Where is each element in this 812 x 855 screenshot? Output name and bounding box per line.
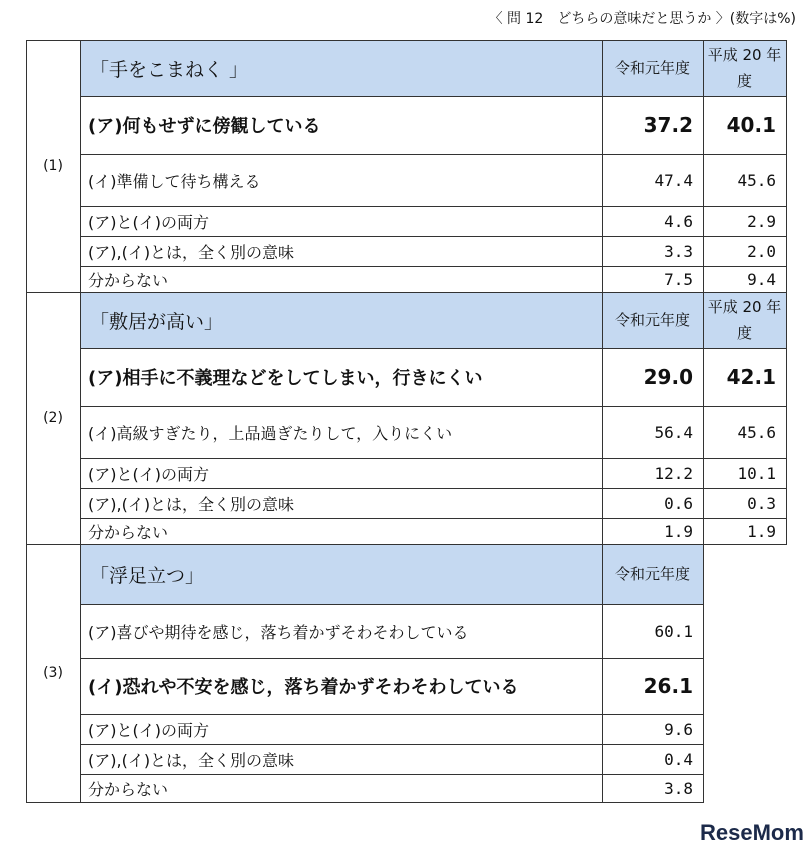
- answer-option: (ア)と(イ)の両方: [88, 212, 209, 232]
- value-heisei: 0.3: [747, 493, 776, 513]
- answer-option: (ア)と(イ)の両方: [88, 720, 209, 740]
- answer-option: (ア)喜びや期待を感じ，落ち着かずそわそわしている: [88, 622, 469, 642]
- value-reiwa: 7.5: [664, 269, 693, 289]
- answer-option: 分からない: [88, 270, 169, 290]
- value-reiwa: 56.4: [654, 422, 693, 442]
- answer-option: (ア),(イ)とは，全く別の意味: [88, 494, 295, 514]
- question-title: 「敷居が高い」: [90, 310, 224, 333]
- answer-option: (ア),(イ)とは，全く別の意味: [88, 750, 295, 770]
- question-number: (2): [43, 410, 63, 426]
- answer-option: (ア)何もせずに傍観している: [88, 116, 321, 137]
- value-heisei: 42.1: [726, 365, 776, 389]
- value-reiwa: 3.8: [664, 778, 693, 798]
- value-heisei: 45.6: [737, 170, 776, 190]
- value-reiwa: 37.2: [643, 113, 693, 137]
- value-reiwa: 0.6: [664, 493, 693, 513]
- value-heisei: 1.9: [747, 521, 776, 541]
- value-heisei: 2.9: [747, 211, 776, 231]
- value-reiwa: 3.3: [664, 241, 693, 261]
- value-heisei: 2.0: [747, 241, 776, 261]
- value-reiwa: 4.6: [664, 211, 693, 231]
- header-heisei: 平成 20 年度: [707, 46, 782, 90]
- value-reiwa: 12.2: [654, 463, 693, 483]
- answer-option: (ア),(イ)とは，全く別の意味: [88, 242, 295, 262]
- value-heisei: 45.6: [737, 422, 776, 442]
- value-heisei: 10.1: [737, 463, 776, 483]
- answer-option: 分からない: [88, 522, 169, 542]
- answer-option: 分からない: [88, 779, 169, 799]
- value-heisei: 9.4: [747, 269, 776, 289]
- answer-option: (イ)高級すぎたり，上品過ぎたりして，入りにくい: [88, 423, 453, 443]
- value-reiwa: 1.9: [664, 521, 693, 541]
- value-heisei: 40.1: [726, 113, 776, 137]
- value-reiwa: 29.0: [643, 365, 693, 389]
- answer-option: (イ)恐れや不安を感じ，落ち着かずそわそわしている: [88, 677, 519, 698]
- header-reiwa: 令和元年度: [614, 59, 690, 77]
- value-reiwa: 9.6: [664, 719, 693, 739]
- value-reiwa: 60.1: [654, 621, 693, 641]
- value-reiwa: 47.4: [654, 170, 693, 190]
- question-number: (3): [43, 665, 63, 681]
- value-reiwa: 0.4: [664, 749, 693, 769]
- answer-option: (ア)と(イ)の両方: [88, 464, 209, 484]
- question-title: 「浮足立つ」: [90, 564, 205, 587]
- header-heisei: 平成 20 年度: [707, 298, 782, 342]
- header-reiwa: 令和元年度: [614, 565, 690, 583]
- question-number: (1): [43, 158, 63, 174]
- answer-option: (ア)相手に不義理などをしてしまい，行きにくい: [88, 368, 483, 389]
- resemom-logo: ReseMom: [700, 820, 804, 845]
- header-reiwa: 令和元年度: [614, 311, 690, 329]
- answer-option: (イ)準備して待ち構える: [88, 171, 261, 191]
- value-reiwa: 26.1: [643, 674, 693, 698]
- question-title: 「手をこまねく 」: [90, 58, 249, 81]
- table-caption: 〈 問 12 どちらの意味だと思うか 〉(数字は%): [488, 11, 796, 27]
